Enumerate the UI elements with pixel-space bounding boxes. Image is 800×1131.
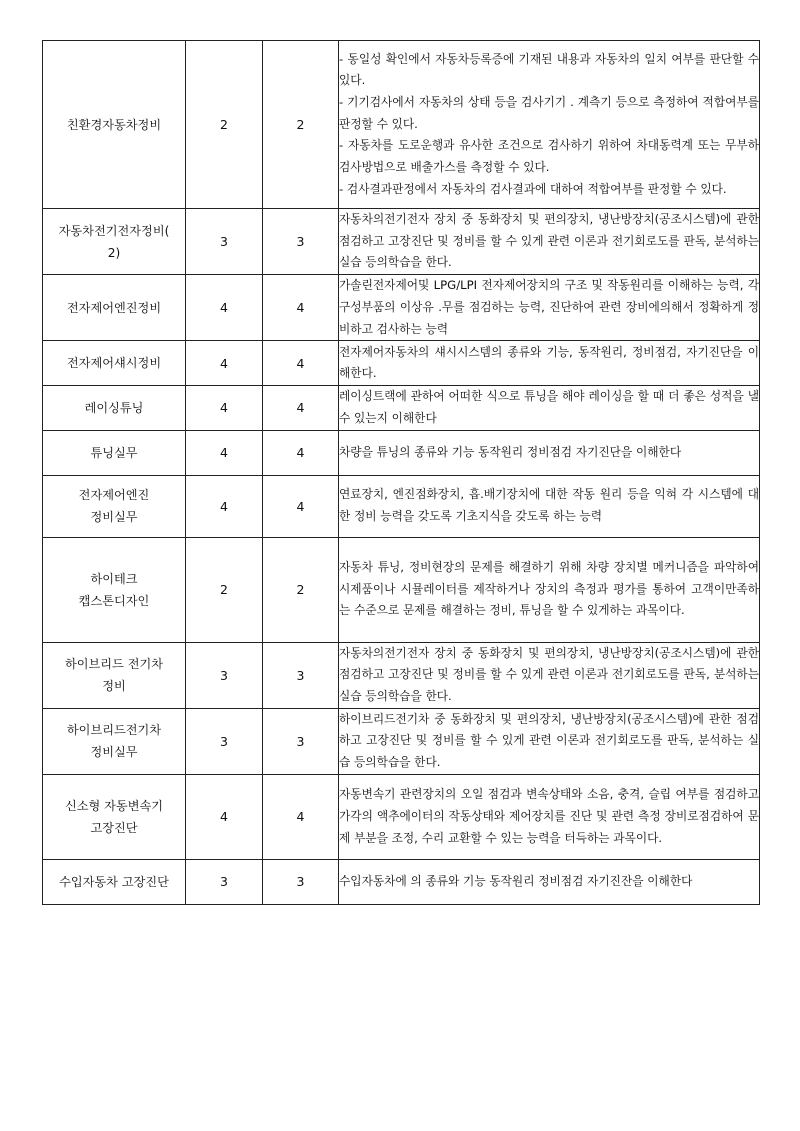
hours-cell: 4: [263, 275, 339, 341]
credits-cell: 3: [186, 708, 263, 774]
credits-cell: 3: [186, 209, 263, 275]
description-line: 레이싱트랙에 관하여 어떠한 식으로 튜닝을 해야 레이싱을 할 때 더 좋은 성적을 낼수 있는지 이해한다: [339, 389, 760, 425]
course-name: 레이싱튜닝: [84, 400, 144, 415]
credits-cell: 2: [186, 537, 263, 642]
table-row: [43, 41, 760, 209]
course-name-cell: [43, 386, 186, 430]
hours-cell: 4: [263, 386, 339, 430]
credits-cell: 4: [186, 341, 263, 386]
description-cell: [339, 708, 760, 774]
course-table: [42, 40, 760, 905]
credits-cell: 4: [186, 430, 263, 475]
table-row: [43, 386, 760, 430]
description-cell: [339, 341, 760, 386]
table-row: [43, 209, 760, 275]
credits-cell: 4: [186, 386, 263, 430]
course-name: 전자제어섀시정비: [66, 356, 162, 371]
hours-cell: 4: [263, 475, 339, 537]
description-cell: [339, 475, 760, 537]
course-name-cell: [43, 859, 186, 904]
table-row: [43, 430, 760, 475]
description-cell: [339, 859, 760, 904]
description-line: 가솔린전자제어및 LPG/LPI 전자제어장치의 구조 및 작동원리를 이해하는 능력, 각 구성부품의 이상유 .무를 점검하는 능력, 진단하여 관련 장비에의해서 정확하게 정비하고 검사하는 능력: [339, 278, 759, 336]
course-name-cell: [43, 430, 186, 475]
course-name-cell: [43, 341, 186, 386]
description-line: 자동차의전기전자 장치 중 동화장치 및 편의장치, 냉난방장치(공조시스템)에 관한 점검하고 고장진단 및 정비를 할 수 있게 관련 이론과 전기회로도를 판독, 분석하는 실습 등의학습을 한다.: [339, 645, 759, 704]
table-row: [43, 341, 760, 386]
course-name-cell: [43, 475, 186, 537]
credits-cell: 3: [186, 642, 263, 708]
description-line: - 검사결과판정에서 자동차의 검사결과에 대하여 적합여부를 판정할 수 있다.: [339, 181, 727, 196]
description-line: - 자동차를 도로운행과 유사한 조건으로 검사하기 위하여 차대동력계 또는 무부하검사방법으로 배출가스를 측정할 수 있다.: [339, 138, 759, 175]
course-name: 튜닝실무: [90, 445, 138, 460]
description-cell: [339, 275, 760, 341]
course-name-cell: [43, 209, 186, 275]
hours-cell: 2: [263, 41, 339, 209]
course-name: 전자제어엔진정비: [66, 300, 162, 315]
description-line: - 동일성 확인에서 자동차등록증에 기재된 내용과 자동차의 일치 여부를 판단할 수 있다.: [339, 51, 759, 88]
hours-cell: 4: [263, 430, 339, 475]
description-line: 연료장치, 엔진점화장치, 흡.배기장치에 대한 작동 원리 등을 익혀 각 시스템에 대한 정비 능력을 갖도록 기초지식을 갖도록 하는 능력: [339, 487, 759, 524]
description-cell: [339, 774, 760, 859]
table-row: [43, 475, 760, 537]
hours-cell: 4: [263, 341, 339, 386]
table-row: [43, 859, 760, 904]
description-cell: [339, 430, 760, 475]
table-row: [43, 275, 760, 341]
hours-cell: 3: [263, 209, 339, 275]
description-line: 전자제어자동차의 섀시시스템의 종류와 기능, 동작원리, 정비점검, 자기진단을 이해한다.: [339, 344, 759, 381]
credits-cell: 4: [186, 475, 263, 537]
hours-cell: 2: [263, 537, 339, 642]
course-name: 전자제어엔진 정비실무: [78, 488, 150, 525]
description-line: 수입자동차에 의 종류와 기능 동작원리 정비점검 자기진잔을 이해한다: [339, 873, 693, 888]
course-name-cell: [43, 537, 186, 642]
hours-cell: 4: [263, 774, 339, 859]
credits-cell: 4: [186, 774, 263, 859]
table-row: [43, 537, 760, 642]
description-cell: [339, 41, 760, 209]
course-name: 하이브리드전기차 정비실무: [66, 723, 162, 760]
course-name: 하이테크 캡스톤디자인: [78, 571, 150, 608]
description-line: 자동차 튜닝, 정비현장의 문제를 해결하기 위해 차량 장치별 메커니즘을 파악하여 시제품이나 시뮬레이터를 제작하거나 장치의 측정과 평가를 통하여 고객이만족하는 수준으로 문제를 해결하는 정비, 튜닝을 할 수 있게하는 과목이다.: [339, 560, 759, 618]
table-row: [43, 642, 760, 708]
description-cell: [339, 209, 760, 275]
course-name: 신소형 자동변속기 고장진단: [64, 798, 164, 835]
course-name-cell: [43, 774, 186, 859]
course-name: 자동차전기전자정비( 2): [58, 223, 170, 260]
course-name: 수입자동차 고장진단: [59, 874, 169, 889]
hours-cell: 3: [263, 708, 339, 774]
table-row: [43, 774, 760, 859]
course-name: 하이브리드 전기차 정비: [64, 657, 164, 694]
course-name: 친환경자동차정비: [66, 117, 162, 132]
table-row: [43, 708, 760, 774]
description-line: - 기기검사에서 자동차의 상태 등을 검사기기 . 계측기 등으로 측정하여 적합여부를 판정할 수 있다.: [339, 94, 759, 131]
description-cell: [339, 642, 760, 708]
course-name-cell: [43, 41, 186, 209]
hours-cell: 3: [263, 859, 339, 904]
hours-cell: 3: [263, 642, 339, 708]
description-line: 차량을 튜닝의 종류와 기능 동작원리 정비점검 자기진단을 이해한다: [339, 444, 682, 459]
description-cell: [339, 386, 760, 430]
description-cell: [339, 537, 760, 642]
description-line: 하이브리드전기차 중 동화장치 및 편의장치, 냉난방장치(공조시스템)에 관한 점검하고 고장진단 및 정비를 할 수 있게 관련 이론과 전기회로도를 판독, 분석하는 실습 등의학습을 한다.: [339, 711, 759, 770]
course-name-cell: [43, 708, 186, 774]
credits-cell: 2: [186, 41, 263, 209]
credits-cell: 3: [186, 859, 263, 904]
course-name-cell: [43, 642, 186, 708]
description-line: 자동변속기 관련장치의 오일 점검과 변속상태와 소음, 충격, 슬립 여부를 점검하고 가각의 액추에이터의 작동상태와 제어장치를 진단 및 관련 측정 장비로점검하여 문제 부분을 조정, 수리 교환할 수 있는 능력을 터득하는 과목이다.: [339, 787, 759, 845]
description-line: 자동차의전기전자 장치 중 동화장치 및 편의장치, 냉난방장치(공조시스템)에 관한 점검하고 고장진단 및 정비를 할 수 있게 관련 이론과 전기회로도를 판독, 분석하는 실습 등의학습을 한다.: [339, 212, 759, 270]
course-name-cell: [43, 275, 186, 341]
credits-cell: 4: [186, 275, 263, 341]
